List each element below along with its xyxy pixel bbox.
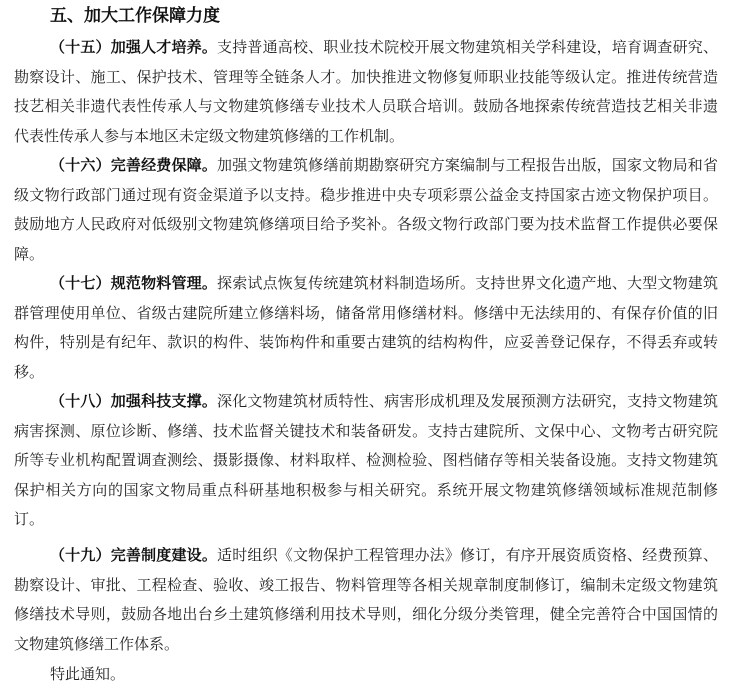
paragraph-text: 深化文物建筑材质特性、病害形成机理及发展预测方法研究，支持文物建筑病害探测、原位诊断、修缮、技术监督关键技术和装备研发。支持古建院所、文保中心、文物考古研究院所等专业机构配置调查测绘、摄影摄像、材料取样、检测检验、图档储存等相关装备设施。支持文物建筑保护相关方向的国家文物局重点科研基地积极参与相关研究。系统开展文物建筑修缮领域标准规范制修订。 bbox=[14, 392, 718, 528]
paragraph-text: 适时组织《文物保护工程管理办法》修订，有序开展资质资格、经费预算、勘察设计、审批、工程检查、验收、竣工报告、物料管理等各相关规章制度制修订，编制未定级文物建筑修缮技术导则，鼓励各地出台乡土建筑修缮利用技术导则，细化分级分类管理，健全完善符合中国国情的文物建筑修缮工作体系。 bbox=[14, 546, 718, 653]
paragraph-label: （十八）加强科技支撑。 bbox=[50, 392, 218, 410]
paragraph-text: 支持普通高校、职业技术院校开展文物建筑相关学科建设，培育调查研究、勘察设计、施工、保护技术、管理等全链条人才。加快推进文物修复师职业技能等级认定。推进传统营造技艺相关非遗代表性传承人与文物建筑修缮专业技术人员联合培训。鼓励各地探索传统营造技艺相关非遗代表性传承人参与本地区未定级文物建筑修缮的工作机制。 bbox=[14, 38, 718, 145]
paragraph-text: 探索试点恢复传统建筑材料制造场所。支持世界文化遗产地、大型文物建筑群管理使用单位、省级古建院所建立修缮料场，储备常用修缮材料。修缮中无法续用的、有保存价值的旧构件，特别是有纪年、款识的构件、装饰构件和重要古建筑的结构构件，应妥善登记保存，不得丢弃或转移。 bbox=[14, 274, 718, 381]
paragraph-label: （十六）完善经费保障。 bbox=[50, 156, 218, 174]
closing-notice: 特此通知。 bbox=[50, 665, 126, 683]
paragraph-text: 加强文物建筑修缮前期勘察研究方案编制与工程报告出版，国家文物局和省级文物行政部门通过现有资金渠道予以支持。稳步推进中央专项彩票公益金支持国家古迹文物保护项目。鼓励地方人民政府对低级别文物建筑修缮项目给予奖补。各级文物行政部门要为技术监督工作提供必要保障。 bbox=[14, 156, 718, 263]
paragraph-label: （十七）规范物料管理。 bbox=[50, 274, 218, 292]
paragraph-talent-training bbox=[14, 33, 718, 151]
paragraph-label: （十九）完善制度建设。 bbox=[50, 546, 218, 564]
paragraph-label: （十五）加强人才培养。 bbox=[50, 38, 218, 56]
section-heading: 五、加大工作保障力度 bbox=[50, 6, 220, 26]
paragraph-system-building bbox=[14, 541, 718, 659]
paragraph-funding-guarantee bbox=[14, 151, 718, 269]
paragraph-material-management bbox=[14, 269, 718, 387]
paragraph-tech-support bbox=[14, 387, 718, 535]
